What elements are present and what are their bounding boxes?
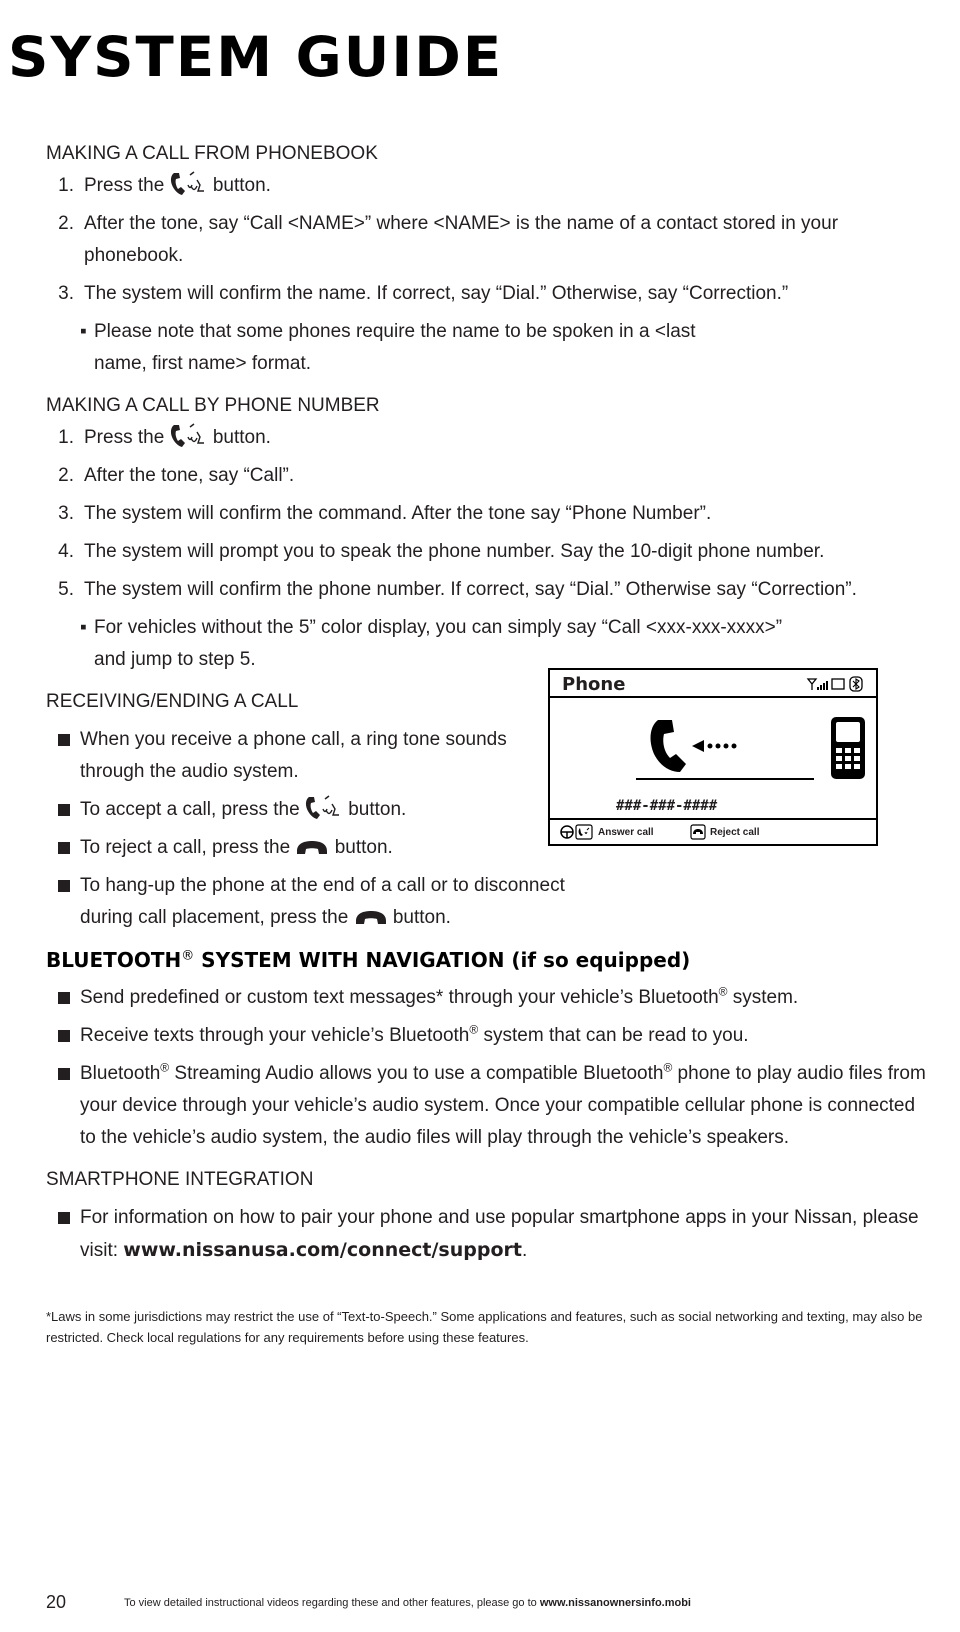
step-text: The system will confirm the phone number. If correct, say “Dial.” Otherwise say “Correction”. [84, 579, 857, 600]
talk-button-icon [170, 171, 208, 197]
step-text: The system will confirm the command. After the tone say “Phone Number”. [84, 503, 712, 524]
step-text: After the tone, say “Call <NAME>” where <NAME> is the name of a contact stored in your phonebook. [84, 213, 839, 266]
end-call-icon [295, 839, 329, 855]
answer-call-button[interactable] [560, 824, 654, 840]
item-text: Bluetooth® Streaming Audio allows you to use a compatible Bluetooth® phone to play audio files from your device through your vehicle’s audio system. Once your compatible cellular phone is connected to the vehicle’s audio system, the audio files will play through the vehicle’s speakers. [80, 1060, 926, 1148]
page-title: SYSTEM GUIDE [8, 25, 504, 89]
bullet-dot: ▪ [80, 617, 87, 638]
step-number: 3. [58, 503, 74, 524]
bluetooth-item-receive [46, 1020, 936, 1052]
answer-call-label: Answer call [598, 826, 654, 838]
divider [550, 696, 876, 698]
square-bullet [46, 870, 80, 934]
talk-button-icon [170, 423, 208, 449]
connection-line [636, 778, 814, 780]
item-text: To hang-up the phone at the end of a call or to disconnect during call placement, press the button. [80, 875, 565, 928]
phone-number-note [46, 612, 936, 676]
bluetooth-heading: BLUETOOTH® SYSTEM WITH NAVIGATION (if so equipped) [46, 948, 691, 972]
receiving-item-hangup [46, 870, 936, 934]
note-text: Please note that some phones require the name to be spoken in a <last name, first name> format. [94, 321, 696, 374]
phonebook-note [46, 316, 936, 380]
phone-number-step-5 [46, 574, 936, 606]
phonebook-heading: MAKING A CALL FROM PHONEBOOK [46, 143, 378, 164]
phonebook-step-3 [46, 278, 936, 310]
smartphone-heading: SMARTPHONE INTEGRATION [46, 1169, 314, 1190]
phone-number-heading: MAKING A CALL BY PHONE NUMBER [46, 395, 380, 416]
handset-icon [648, 716, 738, 772]
square-bullet [46, 832, 80, 864]
end-call-icon [690, 824, 706, 840]
step-number: 1. [58, 175, 74, 196]
bluetooth-item-streaming [46, 1058, 936, 1154]
phone-screen-title: Phone [562, 674, 626, 695]
square-bullet [46, 1202, 80, 1267]
reject-call-label: Reject call [710, 826, 760, 838]
receiving-heading: RECEIVING/ENDING A CALL [46, 691, 299, 712]
steering-talk-icon [560, 824, 594, 840]
owners-info-link[interactable]: www.nissanownersinfo.mobi [539, 1597, 691, 1609]
receiving-item-ring [46, 724, 556, 788]
status-icons [806, 676, 868, 692]
phone-number-display: ###-###-#### [616, 798, 718, 814]
smartphone-item [46, 1202, 936, 1267]
square-bullet [46, 724, 80, 788]
square-bullet [46, 794, 80, 826]
support-link[interactable]: www.nissanusa.com/connect/support [123, 1239, 522, 1261]
phonebook-step-1 [46, 170, 936, 202]
square-bullet [46, 982, 80, 1014]
bluetooth-item-texts [46, 982, 936, 1014]
bottom-note: To view detailed instructional videos regarding these and other features, please go to www.nissanownersinfo.mobi [124, 1597, 691, 1609]
cellphone-icon [830, 716, 866, 780]
step-number: 4. [58, 541, 74, 562]
phone-number-step-4 [46, 536, 936, 568]
receiving-item-accept [46, 794, 556, 826]
phonebook-step-2 [46, 208, 936, 272]
footnote: *Laws in some jurisdictions may restrict the use of “Text-to-Speech.” Some applications and features, such as social networking and texting, may also be restricted. Check local regulations for any requirements before using these features. [46, 1309, 923, 1345]
note-text: For vehicles without the 5” color display, you can simply say “Call <xxx-xxx-xxxx>” and jump to step 5. [94, 617, 783, 670]
step-number: 5. [58, 579, 74, 600]
step-text: After the tone, say “Call”. [84, 465, 295, 486]
step-number: 3. [58, 283, 74, 304]
end-call-icon [354, 909, 388, 925]
item-text: When you receive a phone call, a ring tone sounds through the audio system. [80, 729, 507, 782]
step-text: Press the button. [84, 422, 936, 454]
item-text: Receive texts through your vehicle’s Bluetooth® system that can be read to you. [80, 1022, 749, 1046]
receiving-item-reject [46, 832, 556, 864]
step-number: 1. [58, 427, 74, 448]
item-text: To reject a call, press the button. [80, 837, 393, 858]
divider [550, 818, 876, 820]
square-bullet [46, 1020, 80, 1052]
square-bullet [46, 1058, 80, 1154]
item-text: To accept a call, press the button. [80, 794, 556, 826]
item-text: For information on how to pair your phone and use popular smartphone apps in your Nissan, please visit: www.nissanusa.com/connect/support. [80, 1207, 919, 1261]
phone-number-step-1 [46, 422, 936, 454]
phone-number-step-2 [46, 460, 936, 492]
step-number: 2. [58, 213, 74, 234]
step-text: The system will confirm the name. If correct, say “Dial.” Otherwise, say “Correction.” [84, 283, 789, 304]
reject-call-button[interactable] [690, 824, 759, 840]
talk-button-icon [305, 795, 343, 821]
step-number: 2. [58, 465, 74, 486]
page-number: 20 [46, 1592, 67, 1612]
bullet-dot: ▪ [80, 321, 87, 342]
phone-number-step-3 [46, 498, 936, 530]
phone-screen-illustration [548, 668, 878, 846]
item-text: Send predefined or custom text messages* through your vehicle’s Bluetooth® system. [80, 984, 799, 1008]
step-text: Press the button. [84, 170, 936, 202]
step-text: The system will prompt you to speak the phone number. Say the 10-digit phone number. [84, 541, 825, 562]
